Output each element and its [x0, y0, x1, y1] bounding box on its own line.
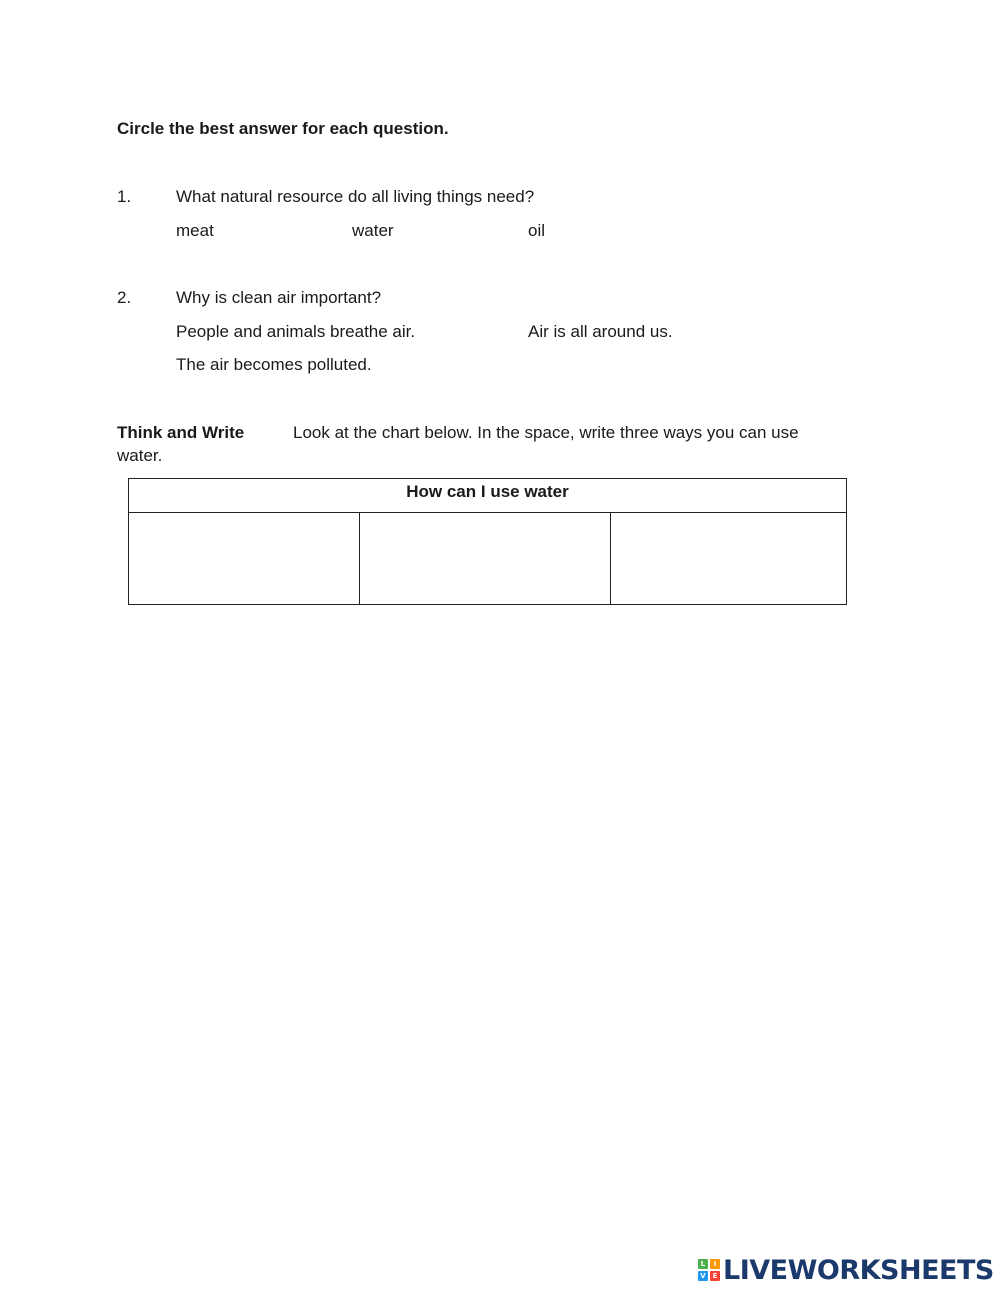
- think-write-label: Think and Write: [117, 423, 245, 442]
- think-write-prompt: Look at the chart below. In the space, write three ways you can use: [293, 423, 799, 442]
- logo-block-2: I: [710, 1259, 720, 1269]
- instructions-heading: Circle the best answer for each question.: [117, 119, 449, 138]
- question-2-number: 2.: [117, 288, 132, 307]
- question-2-option-c[interactable]: The air becomes polluted.: [176, 355, 372, 374]
- question-1-option-c[interactable]: oil: [528, 221, 546, 240]
- answer-cell-3[interactable]: [611, 513, 847, 605]
- question-1-number: 1.: [117, 187, 132, 206]
- liveworksheets-logo: [698, 1254, 994, 1286]
- logo-blocks-icon: [698, 1259, 720, 1281]
- answer-cell-2[interactable]: [360, 513, 611, 605]
- question-1-text: What natural resource do all living things need?: [176, 187, 535, 206]
- logo-block-3: V: [698, 1271, 708, 1281]
- logo-block-1: L: [698, 1259, 708, 1269]
- think-write-prompt-continued: water.: [117, 446, 163, 465]
- water-use-chart: [128, 478, 847, 605]
- logo-text: LIVEWORKSHEETS: [723, 1254, 994, 1286]
- answer-cell-1[interactable]: [129, 513, 360, 605]
- question-2-option-b[interactable]: Air is all around us.: [528, 322, 673, 341]
- question-1-option-a[interactable]: meat: [176, 221, 214, 240]
- logo-block-4: E: [710, 1271, 720, 1281]
- question-2-option-a[interactable]: People and animals breathe air.: [176, 322, 416, 341]
- question-1-option-b[interactable]: water: [352, 221, 394, 240]
- question-2-text: Why is clean air important?: [176, 288, 382, 307]
- chart-header: How can I use water: [129, 479, 847, 513]
